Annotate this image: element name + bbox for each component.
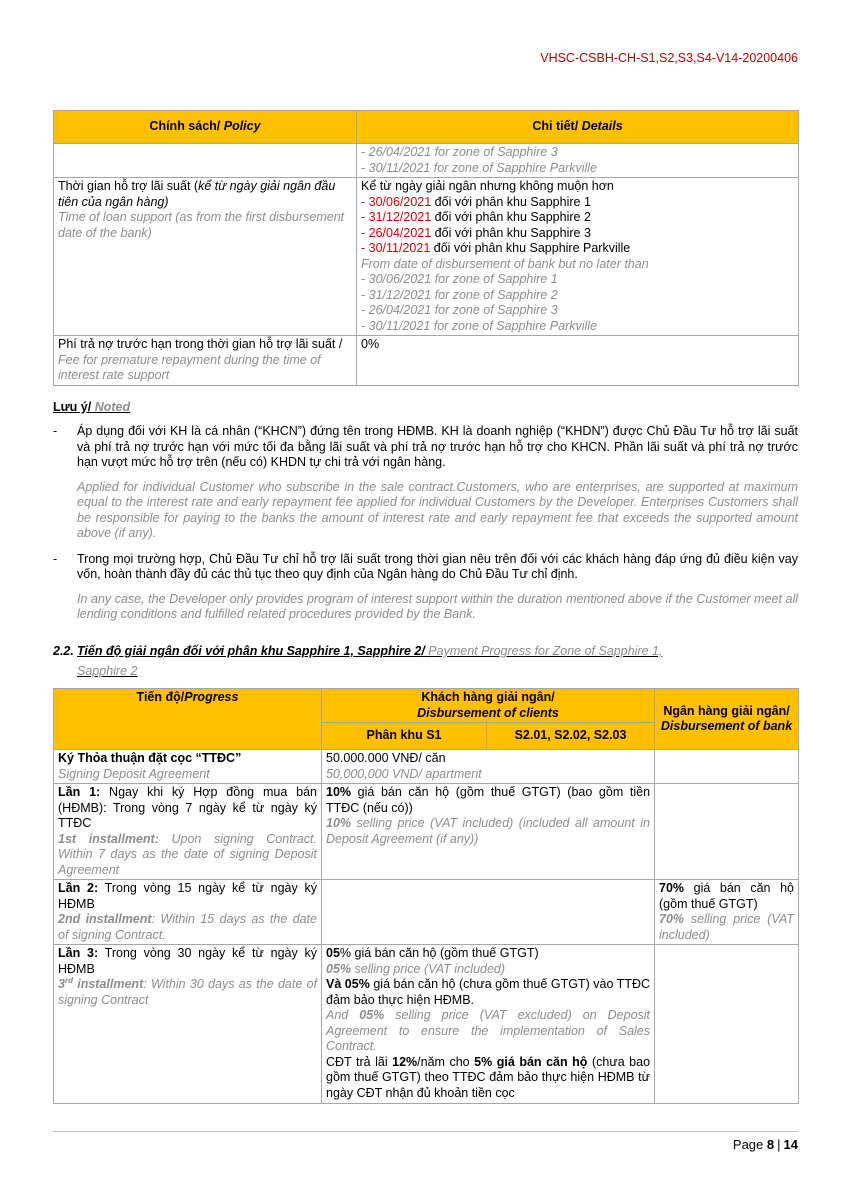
progress-cell: Ký Thỏa thuận đặt cọc “TTĐC” Signing Deposit Agreement	[54, 750, 322, 784]
bank-cell	[655, 784, 799, 880]
policy-cell	[54, 144, 357, 178]
note-item-en: In any case, the Developer only provides program of interest support within the duration mentioned above if the Customer meet all lending conditions and fulfilled related procedures provided by the Bank.	[77, 591, 798, 621]
clients-cell: 10% giá bán căn hộ (gồm thuế GTGT) (bao gồm tiền TTĐC (nếu có)) 10% selling price (VAT included) (included all amount in Deposit Agreement (if any))	[322, 784, 655, 880]
table-row	[54, 784, 799, 880]
clients-cell	[322, 880, 655, 945]
details-cell: 0%	[357, 336, 799, 386]
note-item: - Áp dụng đối với KH là cá nhân (“KHCN”) đứng tên trong HĐMB. KH là doanh nghiệp (“KHDN”) được Chủ Đầu Tư hỗ trợ lãi suất và phí trả nợ trước hạn với mức tối đa bằng lãi suất và phí trả nợ trước hạn hỗ trợ cho KHCN. Phần lãi suất và phí trả nợ trước hạn vượt mức hỗ trợ trên (nếu có) KHDN tự chi trả với ngân hàng.	[53, 424, 798, 469]
zone-s2-header: S2.01, S2.02, S2.03	[487, 723, 655, 750]
note-item: - Trong mọi trường hợp, Chủ Đầu Tư chỉ hỗ trợ lãi suất trong thời gian nêu trên đối với các khách hàng đáp ứng đủ điều kiện vay vốn, hoàn thành đầy đủ các thủ tục theo quy định của Ngân hàng do Chủ Đầu Tư chỉ định.	[53, 551, 798, 581]
clients-cell: 05% giá bán căn hộ (gồm thuế GTGT) 05% selling price (VAT included) Và 05% giá bán căn hộ (chưa gồm thuế GTGT) vào TTĐC đảm bảo thực hiện HĐMB. And 05% selling price (VAT excluded) on Deposit Agreement to ensure the implementation of Sales Contract. CĐT trả lãi 12%/năm cho 5% giá bán căn hộ (chưa bao gồm thuế GTGT) theo TTĐC đảm bảo thực hiện HĐMB từ ngày CĐT nhận đủ khoản tiền cọc	[322, 945, 655, 1104]
policy-column-header: Chính sách/ Policy	[54, 111, 357, 144]
note-item-en: Applied for individual Customer who subscribe in the sale contract.Customers, who are enterprises, are supported at maximum equal to the interest rate and early repayment fee applied for individual Customers by the Developer. Enterprises Customers shall be responsible for paying to the banks the amount of interest rate and early repayment fee that exceeds the supported amount above (if any).	[77, 479, 798, 540]
policy-cell: Phí trả nợ trước hạn trong thời gian hỗ trợ lãi suất / Fee for premature repayment during the time of interest rate support	[54, 336, 357, 386]
section-heading: 2.2. Tiến độ giải ngân đối với phân khu Sapphire 1, Sapphire 2/ Payment Progress for Zone of Sapphire 1, Sapphire 2	[53, 644, 663, 678]
table-row	[54, 750, 799, 784]
policy-table-header	[54, 111, 799, 144]
table-row	[54, 178, 799, 336]
details-column-header: Chi tiết/ Details	[357, 111, 799, 144]
bank-cell	[655, 750, 799, 784]
notes-section	[53, 400, 798, 623]
footer-divider	[53, 1131, 798, 1132]
policy-table	[53, 110, 799, 386]
payment-progress-table	[53, 688, 799, 1104]
table-header-row	[54, 689, 799, 723]
table-row	[54, 144, 799, 178]
table-row	[54, 945, 799, 1104]
details-cell: - 26/04/2021 for zone of Sapphire 3 - 30/11/2021 for zone of Sapphire Parkville	[357, 144, 799, 178]
clients-cell: 50.000.000 VNĐ/ căn 50,000,000 VND/ apartment	[322, 750, 655, 784]
clients-column-header: Khách hàng giải ngân/ Disbursement of clients	[322, 689, 655, 723]
progress-cell: Lần 1: Ngay khi ký Hợp đồng mua bán (HĐMB): Trong vòng 7 ngày kể từ ngày ký TTĐC 1st installment: Upon signing Contract. Within 7 days as the date of signing Deposit Agreement	[54, 784, 322, 880]
details-cell: Kể từ ngày giải ngân nhưng không muộn hơn - 30/06/2021 đối với phân khu Sapphire 1 - 31/12/2021 đối với phân khu Sapphire 2 - 26/04/2021 đối với phân khu Sapphire 3 - 30/11/2021 đối với phân khu Sapphire Parkville From date of disbursement of bank but no later than - 30/06/2021 for zone of Sapphire 1 - 31/12/2021 for zone of Sapphire 2 - 26/04/2021 for zone of Sapphire 3 - 30/11/2021 for zone of Sapphire Parkville	[357, 178, 799, 336]
progress-cell: Lần 3: Trong vòng 30 ngày kể từ ngày ký HĐMB 3rd installment: Within 30 days as the date of signing Contract	[54, 945, 322, 1104]
policy-cell: Thời gian hỗ trợ lãi suất (kể từ ngày giải ngân đầu tiên của ngân hàng) Time of loan support (as from the first disbursement date of the bank)	[54, 178, 357, 336]
table-row	[54, 336, 799, 386]
progress-column-header: Tiến độ/Progress	[54, 689, 322, 750]
notes-title: Lưu ý/ Noted	[53, 400, 131, 414]
document-code: VHSC-CSBH-CH-S1,S2,S3,S4-V14-20200406	[540, 51, 798, 65]
table-row	[54, 880, 799, 945]
progress-cell: Lần 2: Trong vòng 15 ngày kể từ ngày ký HĐMB 2nd installment: Within 15 days as the date of signing Contract.	[54, 880, 322, 945]
zone-s1-header: Phân khu S1	[322, 723, 487, 750]
bank-cell	[655, 945, 799, 1104]
bank-column-header: Ngân hàng giải ngân/ Disbursement of bank	[655, 689, 799, 750]
bank-cell: 70% giá bán căn hộ (gồm thuế GTGT) 70% selling price (VAT included)	[655, 880, 799, 945]
page-footer: Page 8 | 14	[732, 1137, 798, 1152]
